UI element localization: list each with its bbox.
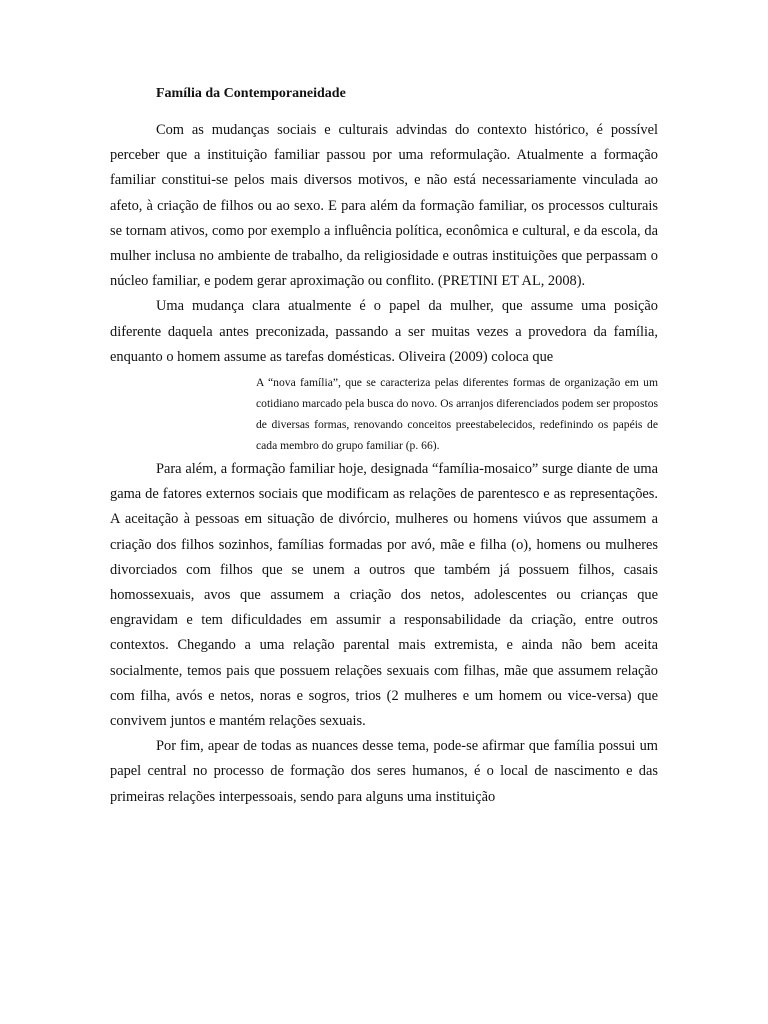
paragraph-4: Por fim, apear de todas as nuances desse tema, pode-se afirmar que família possui um papel central no processo de formação dos seres humanos, é o local de nascimento e das primeiras relações interpessoais, sendo para alguns uma instituição [110, 738, 658, 805]
paragraph-1: Com as mudanças sociais e culturais advindas do contexto histórico, é possível perceber que a instituição familiar passou por uma reformulação. Atualmente a formação familiar constitui-se pelos mais diversos motivos, e não está necessariamente vinculada ao afeto, à criação de filhos ou ao sexo. E para além da formação familiar, os processos culturais se tornam ativos, como por exemplo a influência política, econômica e cultural, e da escola, da mulher inclusa no ambiente de trabalho, da religiosidade e outras instituições que perpassam o núcleo familiar, e podem gerar aproximação ou conflito. (PRETINI ET AL, 2008). [110, 122, 658, 290]
paragraph-3: Para além, a formação familiar hoje, designada “família-mosaico” surge diante de uma gama de fatores externos sociais que modificam as relações de parentesco e as representações. A aceitação à pessoas em situação de divórcio, mulheres ou homens viúvos que assumem a criação dos filhos sozinhos, famílias formadas por avó, mãe e filha (o), homens ou mulheres divorciados com filhos que se unem a outros que também já possuem filhos, casais homossexuais, avos que assumem a criação dos netos, adolescentes ou crianças que engravidam e tem dificuldades em assumir a responsabilidade da criação, entre outros contextos. Chegando a uma relação parental mais extremista, e ainda não bem aceita socialmente, temos pais que possuem relações sexuais com filhas, mãe que assumem relação com filha, avós e netos, noras e sogros, trios (2 mulheres e um homem ou vice-versa) que convivem juntos e mantém relações sexuais. [110, 461, 658, 730]
document-page [110, 84, 658, 810]
document-title: Família da Contemporaneidade [156, 86, 346, 101]
block-quote: A “nova família”, que se caracteriza pelas diferentes formas de organização em um cotidiano marcado pela busca do novo. Os arranjos diferenciados podem ser propostos de diversas formas, renovando conceitos preestabelecidos, redefinindo os papéis de cada membro do grupo familiar (p. 66). [256, 376, 658, 453]
paragraph-2: Uma mudança clara atualmente é o papel da mulher, que assume uma posição diferente daquela antes preconizada, passando a ser muitas vezes a provedora da família, enquanto o homem assume as tarefas domésticas. Oliveira (2009) coloca que [110, 298, 658, 365]
